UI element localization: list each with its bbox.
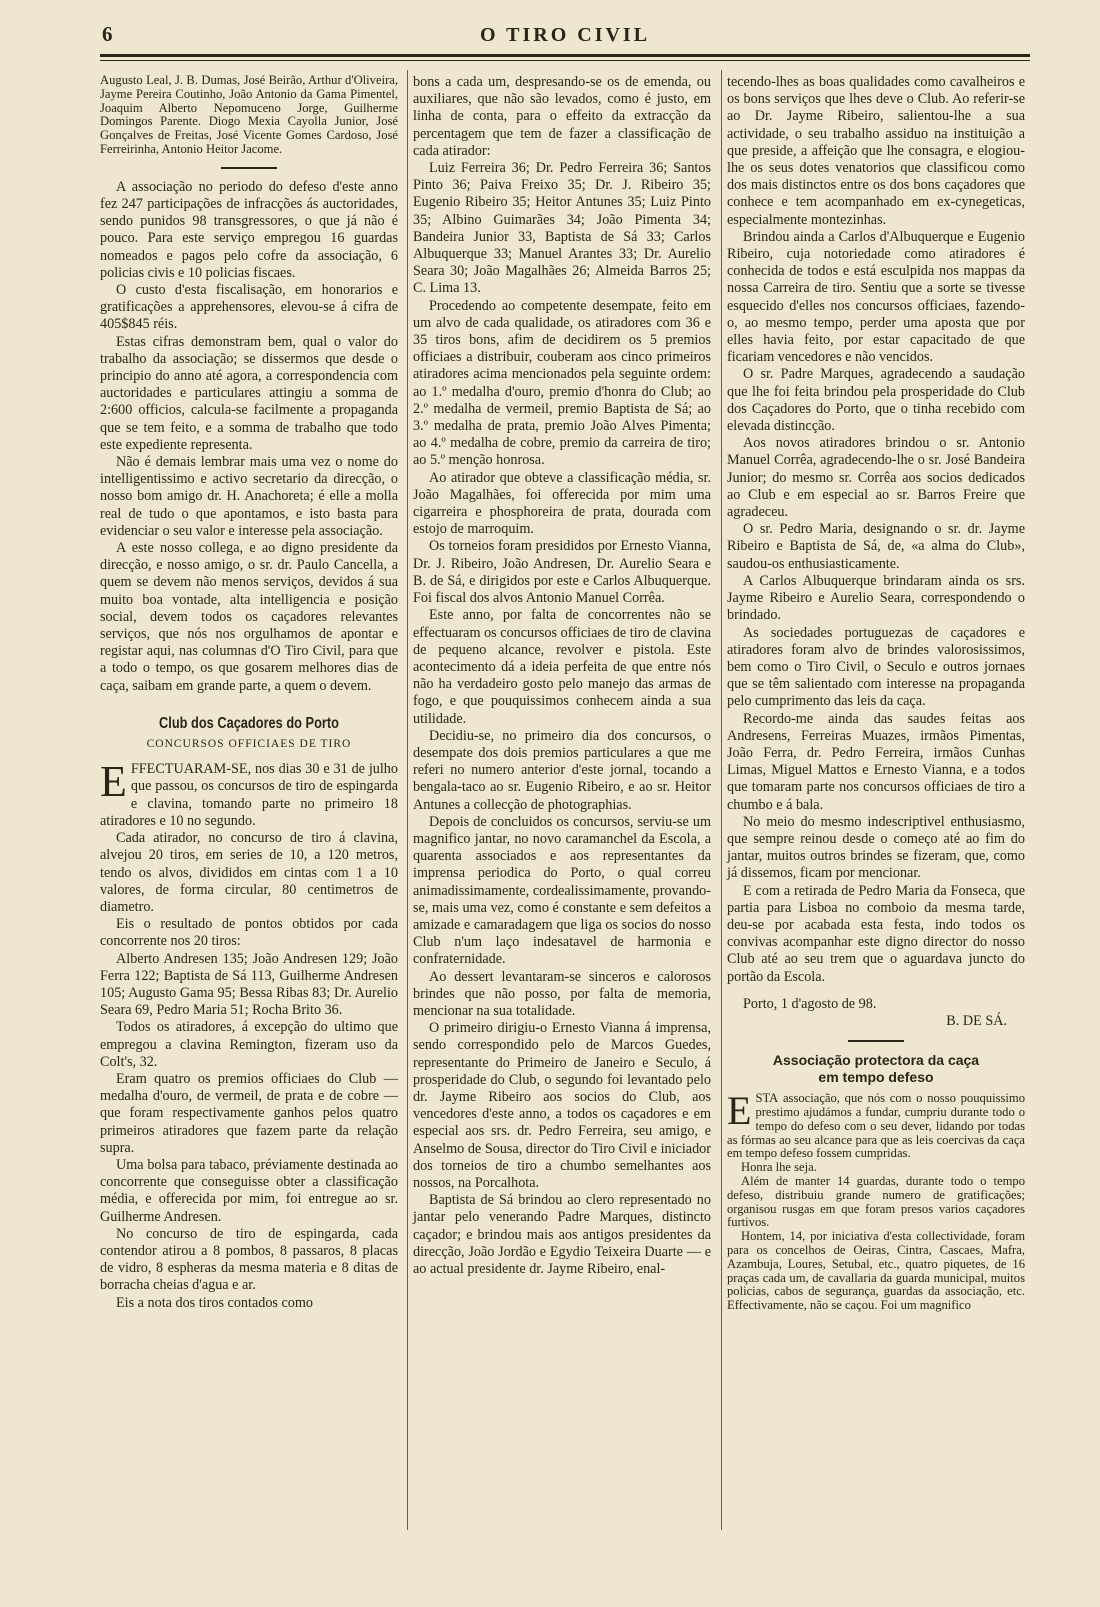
paragraph: Eis a nota dos tiros contados como: [116, 1294, 314, 1311]
paragraph: As sociedades portuguezas de caçadores e atiradores foram alvo de brindes valorosissimos, bem como o Tiro Civil, o Seculo e outros jornaes que se têm salientado com interesse na propaganda pelo cumprimento das leis da caça.: [727, 624, 1025, 710]
column-2: [413, 74, 711, 1278]
paragraph: Procedendo ao competente desempate, feito em um alvo de cada qualidade, os atiradores com 36 e 35 tiros bons, afim de decidirem os 5 premios officiaes a distribuir, couberam aos cinco primeiros atiradores acima mencionados pela seguinte ordem: ao 1.º medalha d'ouro, premio d'honra do Club; ao 2.º medalha de vermeil, premio Baptista de Sá; ao 3.º medalha de prata, premio João Alves Pimenta; ao 4.º medalha de cobre, premio da carreira de tiro; ao 5.º menção honrosa.: [413, 297, 711, 469]
lead-paragraph: [100, 757, 398, 830]
column-divider-1: [407, 70, 408, 1530]
paragraph: Os torneios foram presididos por Ernesto Vianna, Dr. J. Ribeiro, João Andresen, Dr. Aurelio Seara e B. de Sá, e dirigidos por este e Carlos Albuquerque. Foi fiscal dos alvos Antonio Manuel Corrêa.: [413, 538, 711, 607]
paragraph: Honra lhe seja.: [741, 1160, 817, 1175]
paragraph: Cada atirador, no concurso de tiro á clavina, alvejou 20 tiros, em series de 10, a 120 metros, tendo os alvos, divididos em cintas com 1 a 10 valores, de forma circular, 80 centimetros de diametro.: [100, 830, 398, 915]
heading-line-2: em tempo defeso: [818, 1069, 934, 1086]
drop-cap-2: E: [727, 1088, 752, 1134]
paragraph: O custo d'esta fiscalisação, em honorarios e gratificações a apprehensores, elevou-se á cifra de 405$845 réis.: [100, 282, 398, 333]
paragraph: Este anno, por falta de concorrentes não se effectuaram os concursos officiaes de tiro de clavina de pequeno alcance, revolver e pistola. Este acontecimento dá a ideia perfeita de que entre nós não ha verdadeiro gosto pelo manejo das armas de fogo, e que pouquissimos conhecem ainda a sua utilidade.: [413, 607, 711, 727]
paragraph: Baptista de Sá brindou ao clero representado no jantar pelo venerando Padre Marques, distincto caçador; e brindou mais aos antigos presidentes da direcção, João Jordão e Egydio Teixeira Duarte — e ao actual presidente dr. Jayme Ribeiro, enal-: [413, 1192, 711, 1278]
paragraph: Brindou ainda a Carlos d'Albuquerque e Eugenio Ribeiro, cuja notoriedade como atiradores é conhecida de todos e está esculpida nos mappas da nossa Carreira de tiro. Sentiu que a sorte se tivesse esquecido d'elles nos concursos officiaes, fazendo-o, ao mesmo tempo, perder uma aposta que por elles havia feito, por estar capacitado de que ficariam vencedores e não vencidos.: [727, 228, 1025, 366]
lead-text-2: associação, que nós com o nosso pouquissimo prestimo ajudámos a fundar, cumpriu durante todo o tempo do defeso com o seu dever, lidando por todas as fórmas ao seu alcance para que as leis coercivas da caça em tempo defeso fossem cumpridas.: [727, 1091, 1025, 1161]
dateline: Porto, 1 d'agosto de 98.: [743, 995, 877, 1012]
paragraph: Ao dessert levantaram-se sinceros e calorosos brindes que não posso, por falta de memoria, mencionar na sua totalidade.: [413, 968, 711, 1019]
paragraph: No meio do mesmo indescriptivel enthusiasmo, que sempre reinou desde o começo até ao fim do jantar, muitos outros brindes se fizeram, que, como já dissemos, ficam por mencionar.: [727, 813, 1025, 882]
page-header: [100, 18, 1030, 58]
column-3: [727, 74, 1025, 1313]
paragraph: Hontem, 14, por iniciativa d'esta collectividade, foram para os concelhos de Oeiras, Cintra, Cascaes, Mafra, Azambuja, Loures, Setubal, etc., quatro piquetes, de 16 praças cada um, de cavallaria da guarda municipal, muitos policias, cabos de segurança, guardas da associação, etc. Effectivamente, não se caçou. Foi um magnifico: [727, 1229, 1025, 1313]
article-subheading: CONCURSOS OFFICIAES DE TIRO: [146, 738, 352, 751]
section-separator: [221, 167, 277, 169]
heading-line-1: Associação protectora da caça: [772, 1052, 980, 1069]
paragraph: Decidiu-se, no primeiro dia dos concursos, o desempate dos dois premios particulares a que me referi no numero anterior d'este jornal, tocando a bengala-taco ao sr. Eugenio Ribeiro, e ao sr. Heitor Antunes a collecção de photographias.: [413, 727, 711, 813]
lead-paragraph-2: [727, 1088, 1025, 1161]
paragraph: Depois de concluidos os concursos, serviu-se um magnifico jantar, no novo caramanchel da Escola, a quarenta associados e aos representantes da imprensa periodica do Porto, o qual correu animadissimamente, cordealissimamente, provando-se, mais uma vez, como é constante e sem defeitos a amizade e camaradagem que liga os socios do nosso Club n'um laço indesatavel de harmonia e confraternidade.: [413, 813, 711, 968]
paragraph: No concurso de tiro de espingarda, cada contendor atirou a 8 pombos, 8 passaros, 8 placas de vidro, 8 espheras da mesma materia e 8 ditas de borracha cheias d'agua e ar.: [100, 1225, 398, 1294]
paragraph: Eram quatro os premios officiaes do Club — medalha d'ouro, de vermeil, de prata e de cobre — que foram respectivamente ganhos pelos quatro primeiros atiradores que fazem parte da relação supra.: [100, 1070, 398, 1156]
column-divider-2: [721, 70, 722, 1530]
paragraph: Alberto Andresen 135; João Andresen 129; João Ferra 122; Baptista de Sá 113, Guilherme Andresen 105; Augusto Gama 95; Bessa Ribas 83; Dr. Aurelio Seara 69, Pedro Maria 51; Rocha Brito 36.: [100, 950, 398, 1019]
paragraph: Não é demais lembrar mais uma vez o nome do intelligentissimo e activo secretario da direcção, o nosso bom amigo dr. H. Anachoreta; é elle a molla real de tudo o que apontamos, e isto basta para evidenciar o seu valor e interesse pela associação.: [100, 454, 398, 539]
paragraph: A Carlos Albuquerque brindaram ainda os srs. Jayme Ribeiro e Aurelio Seara, correspondendo o brindado.: [727, 572, 1025, 624]
paragraph: Além de manter 14 guardas, durante todo o tempo defeso, distribuiu grande numero de gratificações; organisou rusgas em que foram presos varios caçadores furtivos.: [727, 1173, 1025, 1230]
section-separator: [848, 1040, 904, 1042]
column-1: [100, 74, 398, 1312]
paragraph: Luiz Ferreira 36; Dr. Pedro Ferreira 36; Santos Pinto 36; Paiva Freixo 35; Dr. J. Ribeiro 35; Eugenio Ribeiro 35; Heitor Antunes 35; Luiz Pinto 35; Albino Guimarães 34; João Pimenta 34; Bandeira Junior 33, Baptista de Sá 33; Carlos Albuquerque 33; Manuel Arantes 33; Dr. Aurelio Seara 30; João Magalhães 26; Almeida Barros 25; C. Lima 13.: [413, 160, 711, 297]
names-list: Augusto Leal, J. B. Dumas, José Beirão, Arthur d'Oliveira, Jayme Pereira Coutinho, João Antonio da Gama Pimentel, Joaquim Alberto Nepomuceno Jorge, Guilherme Domingos Parente. Diogo Mexia Cayolla Junior, José Gonçalves de Freitas, José Vicente Gomes Cardoso, José Ferreirinha, Antonio Heitor Jacome.: [100, 73, 398, 156]
paragraph: Recordo-me ainda das saudes feitas aos Andresens, Ferreiras Muazes, irmãos Pimentas, João Ferra, dr. Pedro Ferreira, irmãos Cunhas Limas, Miguel Mattos e Ernesto Vianna, e a todos que tomaram parte nos concursos officiaes de tiro a chumbo e á bala.: [727, 710, 1025, 813]
article-heading: Club dos Caçadores do Porto: [159, 714, 339, 732]
paragraph: O sr. Pedro Maria, designando o sr. dr. Jayme Ribeiro e Baptista de Sá, de, «a alma do Club», saudou-os enthusiasticamente.: [727, 521, 1025, 572]
paragraph: Estas cifras demonstram bem, qual o valor do trabalho da associação; se dissermos que desde o principio do anno até agora, a correspondencia com auctoridades e particulares attingiu a somma de 2:600 officios, calcula-se facilmente a propaganda que se tem feito, e a somma de trabalho que todo este expediente representa.: [100, 333, 398, 453]
lead-text: nos dias 30 e 31 de julho que passou, os concursos de tiro de espingarda e clavina, tomando parte no primeiro 18 atiradores e 10 no segundo.: [100, 761, 398, 829]
paragraph: E com a retirada de Pedro Maria da Fonseca, que partia para Lisboa no comboio da mesma tarde, deu-se por acabada esta festa, indo todos os convivas acompanhar este digno director do nosso Club até ao seu trem que o aguardava juncto do portão da Escola.: [727, 882, 1025, 985]
header-rule-thick: [100, 54, 1030, 57]
lead-word-2: STA: [755, 1091, 779, 1106]
paragraph: Ao atirador que obteve a classificação média, sr. João Magalhães, foi offerecida por mim uma cigarreira e phosphoreira de prata, dourada com estojo de marroquim.: [413, 469, 711, 538]
author-signature: B. DE SÁ.: [946, 1012, 1007, 1029]
paragraph: Aos novos atiradores brindou o sr. Antonio Manuel Corrêa, agradecendo-lhe o sr. José Bandeira Junior; do mesmo sr. Corrêa aos socios dedicados ao Club e em especial ao sr. Barros Freire que agradeceu.: [727, 435, 1025, 521]
header-rule-thin: [100, 60, 1030, 61]
masthead-title: O TIRO CIVIL: [479, 24, 651, 46]
paragraph: A associação no periodo do defeso d'este anno fez 247 participações de infracções ás auctoridades, sendo punidos 98 transgressores, o que já não é pouco. Para este serviço empregou 16 guardas nomeados e pagos pelo cofre da associação, 6 policias civis e 10 policias fiscaes.: [100, 178, 398, 281]
paragraph: A este nosso collega, e ao digno presidente da direcção, e nosso amigo, o sr. dr. Paulo Cancella, a quem se devem não menos serviços, devidos á sua muito boa vontade, alta intelligencia e posição social, devem todos os caçadores relevantes serviços, que nós nos orgulhamos de apontar e registar aqui, nas columnas d'O Tiro Civil, para que a todo o tempo, os que gosarem melhores dias de caça, saibam em grande parte, a quem o devem.: [100, 540, 398, 694]
paragraph: bons a cada um, despresando-se os de emenda, ou auxiliares, que não são levados, como é justo, em linha de conta, para o effeito da extracção da percentagem que tem de fazer a classificação de cada atirador:: [413, 74, 711, 159]
page-number: 6: [102, 22, 113, 46]
paragraph: O sr. Padre Marques, agradecendo a saudação que lhe foi feita brindou pela prosperidade do Club dos Caçadores do Porto, que o tinha recebido com elevada distincção.: [727, 366, 1025, 435]
paragraph: Todos os atiradores, á excepção do ultimo que empregou a clavina Remington, fizeram uso da Colt's, 32.: [100, 1019, 398, 1070]
paragraph: O primeiro dirigiu-o Ernesto Vianna á imprensa, sendo correspondido pelo de Marcos Guedes, representante do Primeiro de Janeiro e Seculo, á prosperidade do Club, o segundo foi levantado pelo dr. Jayme Ribeiro aos socios do Club, aos vencedores d'este anno, a todos os caçadores e em especial aos srs. dr. Pedro Ferreira, seu amigo, e Anselmo de Sousa, director do Tiro Civil e iniciador dos torneios de tiro a chumbo semelhantes aos nossos, na Porcalhota.: [413, 1020, 711, 1191]
paragraph: Uma bolsa para tabaco, préviamente destinada ao concorrente que conseguisse obter a classificação média, e offerecida por mim, foi entregue ao sr. Guilherme Andresen.: [100, 1156, 398, 1225]
drop-cap: E: [100, 757, 127, 807]
lead-word: FFECTUARAM-SE,: [130, 761, 252, 778]
article-heading-2: [727, 1052, 1025, 1086]
paragraph: Eis o resultado de pontos obtidos por cada concorrente nos 20 tiros:: [100, 916, 398, 950]
paragraph: tecendo-lhes as boas qualidades como cavalheiros e os bons serviços que lhes deve o Club. Ao referir-se ao Dr. Jayme Ribeiro, salientou-lhe a sua actividade, o seu trabalho assiduo na instituição a que preside, a affeição que lhe consagra, e elogiou-lhe os seus dotes venatorios que classificou como dos mais distinctos entre os dos bons caçadores que conhece e tem acompanhado em ex-cynegeticas, especialmente montezinhas.: [727, 74, 1025, 228]
